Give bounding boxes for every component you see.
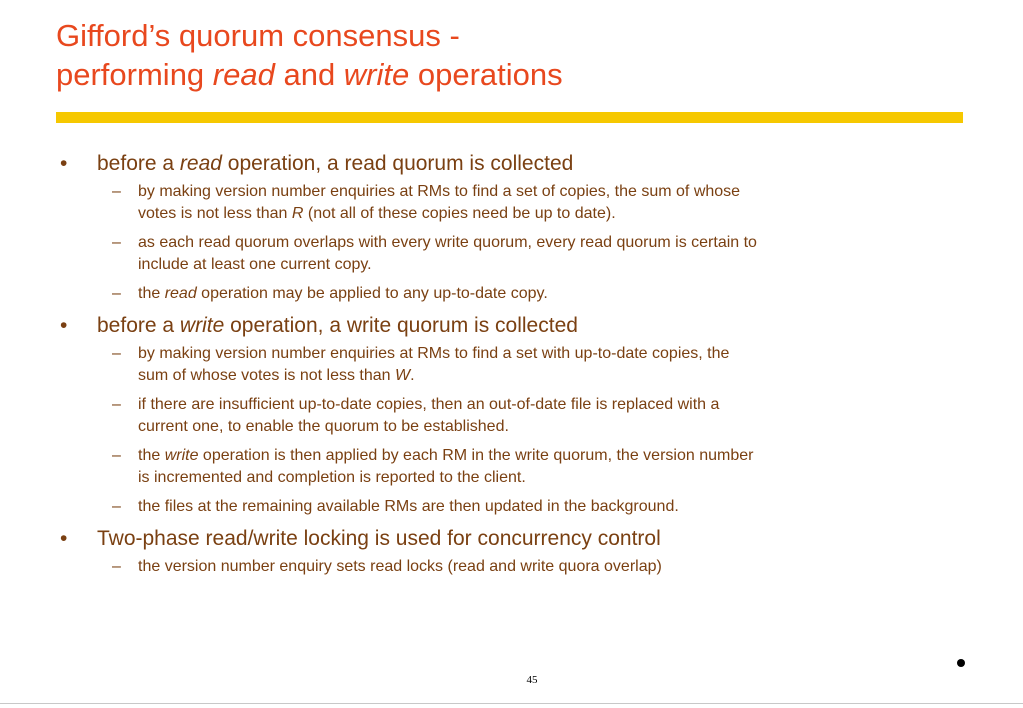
dash-icon: – [112, 558, 121, 575]
sub-bullet-line [138, 283, 960, 305]
title-line-2 [56, 55, 563, 94]
corner-dot-icon [957, 659, 965, 667]
sub-emphasis: R [291, 205, 304, 222]
sub-text: sum of whose votes is not less than [138, 367, 396, 384]
sub-bullet [60, 496, 960, 518]
sub-bullet-line: by making version number enquiries at RMs to find a set of copies, the sum of whose [138, 183, 741, 200]
dash-icon: – [112, 447, 121, 464]
sub-bullet [60, 232, 960, 276]
sub-bullet-line: the files at the remaining available RMs are then updated in the background. [138, 498, 679, 515]
sub-bullet [60, 394, 960, 438]
bullet-text: before a [97, 314, 180, 337]
sub-bullet-line [138, 365, 960, 387]
sub-bullet-line: the version number enquiry sets read locks (read and write quora overlap) [138, 558, 662, 575]
sub-bullet-line: if there are insufficient up-to-date copies, then an out-of-date file is replaced with a [138, 396, 720, 413]
title-divider-bar [56, 112, 963, 123]
bullet-text: before a [97, 152, 180, 175]
sub-text: . [410, 367, 415, 384]
sub-emphasis: write [164, 447, 199, 464]
sub-bullet-line: is incremented and completion is reported to the client. [138, 469, 526, 486]
sub-bullet-line: include at least one current copy. [138, 256, 372, 273]
slide-title [56, 16, 563, 94]
dash-icon: – [112, 498, 121, 515]
sub-emphasis: W [395, 367, 411, 384]
sub-bullet [60, 556, 960, 578]
sub-text: the [138, 285, 165, 302]
title-line-1: Gifford’s quorum consensus - [56, 18, 460, 53]
slide-body [60, 150, 960, 585]
sub-text: the [138, 447, 165, 464]
bullet-text: Two-phase read/write locking is used for concurrency control [97, 527, 661, 550]
bullet-read-quorum [60, 150, 960, 177]
bullet-write-quorum [60, 312, 960, 339]
bullet-icon: • [60, 527, 68, 550]
title-text: operations [409, 57, 563, 92]
bullet-emphasis: read [179, 152, 222, 175]
title-emphasis-write: write [343, 57, 410, 92]
bullet-icon: • [60, 152, 68, 175]
bullet-text: operation, a write quorum is collected [224, 314, 578, 337]
sub-bullet [60, 181, 960, 225]
sub-text: votes is not less than [138, 205, 292, 222]
bullet-emphasis: write [179, 314, 225, 337]
dash-icon: – [112, 183, 121, 200]
bullet-icon: • [60, 314, 68, 337]
title-emphasis-read: read [212, 57, 275, 92]
dash-icon: – [112, 345, 121, 362]
dash-icon: – [112, 396, 121, 413]
sub-bullet-line: by making version number enquiries at RMs to find a set with up-to-date copies, the [138, 345, 730, 362]
dash-icon: – [112, 234, 121, 251]
bottom-divider [0, 703, 1023, 704]
title-text: performing [56, 57, 213, 92]
bullet-text: operation, a read quorum is collected [221, 152, 574, 175]
page-number: 45 [526, 674, 538, 686]
sub-emphasis: read [164, 285, 197, 302]
title-text: and [274, 57, 344, 92]
sub-bullet [60, 445, 960, 489]
sub-bullet [60, 283, 960, 305]
sub-bullet-line [138, 445, 960, 467]
sub-bullet-line: current one, to enable the quorum to be established. [138, 418, 509, 435]
sub-text: operation may be applied to any up-to-date copy. [196, 285, 548, 302]
sub-bullet-line: as each read quorum overlaps with every write quorum, every read quorum is certain to [138, 234, 757, 251]
sub-bullet [60, 343, 960, 387]
bullet-two-phase-locking [60, 525, 960, 552]
sub-bullet-line [138, 203, 960, 225]
dash-icon: – [112, 285, 121, 302]
sub-text: (not all of these copies need be up to date). [303, 205, 616, 222]
sub-text: operation is then applied by each RM in the write quorum, the version number [198, 447, 754, 464]
